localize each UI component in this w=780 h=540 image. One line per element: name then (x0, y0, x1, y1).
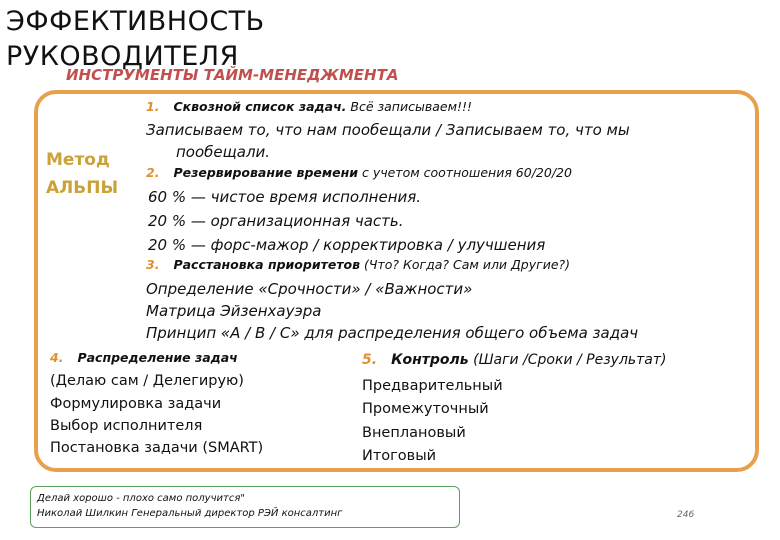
step1-note: Всё записываем!!! (350, 99, 473, 114)
method-line-2: АЛЬПЫ (46, 178, 119, 198)
step3-line-3: Принцип «А / В / С» для распределения общего объема задач (146, 324, 639, 342)
step2-heading (146, 165, 572, 180)
method-label (46, 146, 118, 202)
step2-number: 2. (146, 165, 160, 180)
step4-line-3: Выбор исполнителя (50, 418, 203, 434)
title-line-2: РУКОВОДИТЕЛЯ (6, 41, 239, 72)
step4-title: Распределение задач (77, 350, 238, 365)
page-number: 246 (677, 510, 695, 520)
slide-title (6, 4, 265, 74)
step1-line-2: пообещали. (176, 143, 271, 161)
step5-line-1: Предварительный (362, 378, 503, 394)
step1-line-1: Записываем то, что нам пообещали / Записываем то, что мы (146, 121, 630, 139)
step3-heading (146, 257, 570, 272)
step4-line-2: Формулировка задачи (50, 396, 222, 412)
step2-line-1: 60 % — чистое время исполнения. (148, 188, 422, 206)
slide-subtitle: ИНСТРУМЕНТЫ ТАЙМ-МЕНЕДЖМЕНТА (66, 66, 399, 84)
step2-title: Резервирование времени (173, 165, 358, 180)
step3-note: (Что? Когда? Сам или Другие?) (364, 257, 571, 272)
step2-note: с учетом соотношения 60/20/20 (361, 165, 572, 180)
step5-note: (Шаги /Сроки / Результат) (473, 352, 667, 368)
step1-number: 1. (146, 99, 160, 114)
step1-title: Сквозной список задач. (173, 99, 347, 114)
step5-number: 5. (362, 352, 378, 368)
step3-title: Расстановка приоритетов (173, 257, 361, 272)
step4-line-4: Постановка задачи (SMART) (50, 440, 264, 456)
step4-number: 4. (50, 350, 64, 365)
quote-author: Николай Шилкин Генеральный директор РЭЙ консалтинг (37, 508, 343, 519)
step3-number: 3. (146, 257, 160, 272)
step5-title: Контроль (391, 352, 469, 368)
step4-heading (50, 350, 238, 365)
quote-box (30, 486, 460, 528)
step2-line-2: 20 % — организационная часть. (148, 212, 404, 230)
quote-text: Делай хорошо - плохо само получится" (37, 493, 245, 504)
step2-line-3: 20 % — форс-мажор / корректировка / улучшения (148, 236, 546, 254)
step5-heading (362, 352, 667, 368)
step3-line-2: Матрица Эйзенхауэра (146, 302, 322, 320)
step1-heading (146, 99, 472, 114)
step5-line-3: Внеплановый (362, 425, 466, 441)
step4-line-1: (Делаю сам / Делегирую) (50, 373, 244, 389)
method-line-1: Метод (46, 150, 110, 170)
title-line-1: ЭФФЕКТИВНОСТЬ (6, 6, 265, 37)
step5-line-2: Промежуточный (362, 401, 489, 417)
step5-line-4: Итоговый (362, 448, 437, 464)
step3-line-1: Определение «Срочности» / «Важности» (146, 280, 473, 298)
